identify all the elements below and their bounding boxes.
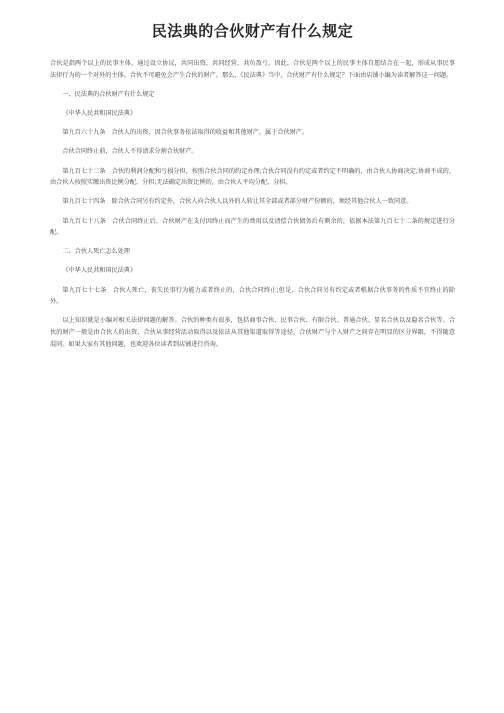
article-969: 第九百六十九条 合伙人的出资、因合伙事务依法取得的收益和其他财产，属于合伙财产。: [62, 129, 309, 137]
law-title: 《中华人民共和国民法典》: [62, 267, 137, 275]
intro-paragraph: 合伙是指两个以上的民事主体，通过设立协议，共同出资、共同经营、共负盈亏。因此，合伙是两个以上的民事主体自愿结合在一起，形成从事民事法律行为的一个对外的主体。合伙不可避免会产生合伙的财产。那么，《民法典》当中，合伙财产有什么规定？下面由店铺小编为读者解答这一问题。: [50, 60, 455, 79]
closing-paragraph: 以上知识就是小编对相关法律问题的解答。合伙的种类有很多，包括商事合伙、民事合伙、有限合伙、普通合伙、显名合伙以及隐名合伙等。合伙的财产一般是由合伙人的出资、合伙从事经营活动取得以及依法从其他渠道取得等途径。合伙财产与个人财产之间存在明显的区分界限，不得随意混同。如果大家有其他问题，也欢迎各位读者到店铺进行咨询。: [50, 317, 455, 348]
law-title: 《中华人民共和国民法典》: [62, 109, 137, 117]
article-977: 第九百七十七条 合伙人死亡、丧失民事行为能力或者终止的，合伙合同终止;但是，合伙合同另有约定或者根据合伙事务的性质不宜终止的除外。: [50, 286, 455, 306]
article-974: 第九百七十四条 除合伙合同另有约定外，合伙人向合伙人以外的人转让其全部或者部分财产份额的，须经其他合伙人一致同意。: [62, 198, 413, 206]
article-972: 第九百七十二条 合伙的利润分配和亏损分担，按照合伙合同的约定办理;合伙合同没有约定或者约定不明确的，由合伙人协商决定;协商不成的，由合伙人按照实缴出资比例分配、分担;无法确定出资比例的，由合伙人平均分配、分担。: [50, 167, 455, 187]
article-969-clause: 合伙合同终止前，合伙人不得请求分割合伙财产。: [62, 148, 198, 156]
section-heading-partner-death: 二、合伙人死亡怎么处理: [62, 248, 130, 256]
article-978: 第九百七十八条 合伙合同终止后，合伙财产在支付因终止而产生的费用以及清偿合伙债务后有剩余的，依据本法第九百七十二条的规定进行分配。: [50, 217, 455, 237]
section-heading-partnership-property: 一、民法典的合伙财产有什么规定: [62, 90, 155, 98]
page-title: 民法典的合伙财产有什么规定: [151, 22, 354, 40]
article-body: [50, 58, 455, 350]
